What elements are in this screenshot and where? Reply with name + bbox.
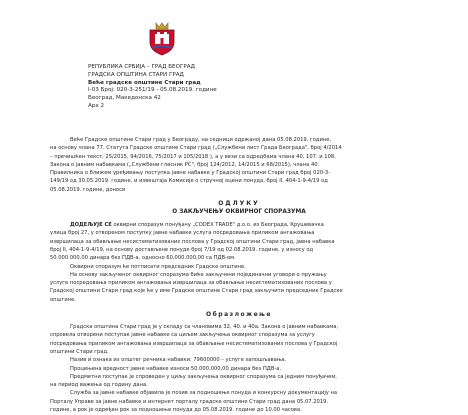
decision-line: број II, 404-1-9-4/19, на основу достављене понуде број 7/19 од 02.08.2019. године, у износу од bbox=[50, 246, 314, 253]
basis-paragraph bbox=[50, 272, 428, 304]
coat-of-arms-logo bbox=[148, 22, 176, 56]
intro-line: на основу члана 77. Статута Градске општине Стари град („Службени лист Града Београда", број 4/2014 bbox=[50, 145, 342, 152]
header-reference-number: I-03 Број: 020-3-251/19 - 05.08.2019. године bbox=[88, 87, 217, 94]
publication-line: Порталу Управе за јавне набавке и интернет порталу градске општине Стари град дана 05.07.2019. bbox=[50, 398, 329, 405]
reasoning-line: посредовања приликом ангажовања извршилаца за обављање несистематизованих послова у Градској bbox=[50, 340, 338, 347]
reasoning-line: Градска општина Стари град је у складу са члановима 32, 40. и 40а. Закона о јавним набавкама, bbox=[70, 324, 339, 331]
decision-paragraph bbox=[50, 222, 428, 262]
decision-line: ДОДЕЉУЈЕ СЕ оквирни споразум понуђачу „CODEX TRADE" д.о.о. из Београда, Крушевачка bbox=[70, 222, 324, 229]
procurement-name-line: Назив и ознака из општег речника набавки: 79600000 – услуге запошљавања. bbox=[70, 357, 287, 364]
intro-line: 149/19 од 30.05.2019. године, и извештаја Комисије о стручној оцени понуда, број II, 404-1-9-4/19 од bbox=[50, 178, 328, 185]
intro-line: – пречишћен текст, 25/2015, 94/2016, 75/2017 и 105/2018 ), а у вези са одредбама члана 40, 107. и 108. bbox=[50, 153, 336, 160]
subject-line: на период важења од годину дана. bbox=[50, 382, 148, 389]
reasoning-paragraph bbox=[50, 324, 428, 356]
decision-line: улица број 27, у отвореном поступку јавне набавке услуга посредовања приликом ангажовања bbox=[50, 230, 315, 237]
subject-line: Предметни поступак је спроведен у циљу закључења оквирног споразума са једним понуђачем, bbox=[70, 373, 337, 380]
header-council: Веће градске општине Стари град bbox=[88, 79, 201, 86]
reasoning-line: спровела отворени поступак јавне набавке са циљем закључења оквирног споразума за услугу bbox=[50, 332, 315, 339]
subject-paragraph bbox=[50, 374, 428, 390]
signing-line: Оквирни споразум ће потписати председник Градске општине. bbox=[70, 263, 246, 270]
publication-line: Служба за јавне набавке објавила је позив за подношење понуда и конкурсну документацију на bbox=[70, 390, 338, 397]
header-archive: Арх 2 bbox=[88, 102, 105, 109]
reasoning-line: општини Стари град. bbox=[50, 348, 109, 355]
estimated-value-line: Процењена вредност јавне набавке износи 50.000.000,00 динара без ПДВ-а. bbox=[70, 365, 282, 372]
basis-line: На основу закљученог оквирног споразума биће закључени појединачни уговори о пружању bbox=[70, 271, 327, 278]
intro-line: Правилника о ближем уређивању поступка јавне набавке у Градској општини Стари град број 020-3- bbox=[50, 170, 331, 177]
decision-line: 50.000.000,00 динара без ПДВ-а, односно 60.000.000,00 са ПДВ-ом. bbox=[50, 255, 236, 262]
header-municipality: ГРАДСКА ОПШТИНА СТАРИ ГРАД bbox=[88, 71, 184, 78]
intro-line: Веће Градске општине Стари град у Београду, на седници одржаној дана 05.08.2019. године, bbox=[70, 137, 332, 143]
reasoning-heading: Образложење bbox=[206, 311, 272, 319]
basis-line: услуге посредовања приликом ангажовања извршилаца за обављање несистематизованих послова у bbox=[50, 280, 332, 287]
decision-line: извршилаца за обављање несистематизованих послова у Градској општини Стари град, јавна набавка bbox=[50, 238, 335, 245]
intro-line: Закона о јавним набавкама („Службени гласник РС", број 124/2012, 14/2015 и 68/2015), члана 40. bbox=[50, 161, 320, 168]
header-country: РЕПУБЛИКА СРБИЈА – ГРАД БЕОГРАД bbox=[88, 64, 195, 70]
document-body bbox=[50, 137, 428, 415]
publication-paragraph bbox=[50, 390, 428, 414]
decision-keyword: ДОДЕЉУЈЕ СЕ bbox=[70, 222, 112, 229]
decision-title: ОДЛУКУ bbox=[218, 200, 260, 208]
header-address: Београд, Македонска 42 bbox=[88, 95, 161, 102]
intro-line: 05.08.2019. године, доноси bbox=[50, 186, 126, 193]
publication-line: године, а рок је одређен рок за подношење понуда до 05.08.2019. године до 10,00 часова. bbox=[50, 407, 302, 414]
decision-subtitle: О ЗАКЉУЧЕЊУ ОКВИРНОГ СПОРАЗУМА bbox=[172, 209, 306, 216]
document-header bbox=[88, 64, 318, 111]
basis-line: општине. bbox=[50, 296, 76, 303]
intro-paragraph bbox=[50, 137, 428, 194]
basis-line: Градској општини Стари град које ће у име Градске општине Стари град закључити председник Градске bbox=[50, 288, 343, 295]
